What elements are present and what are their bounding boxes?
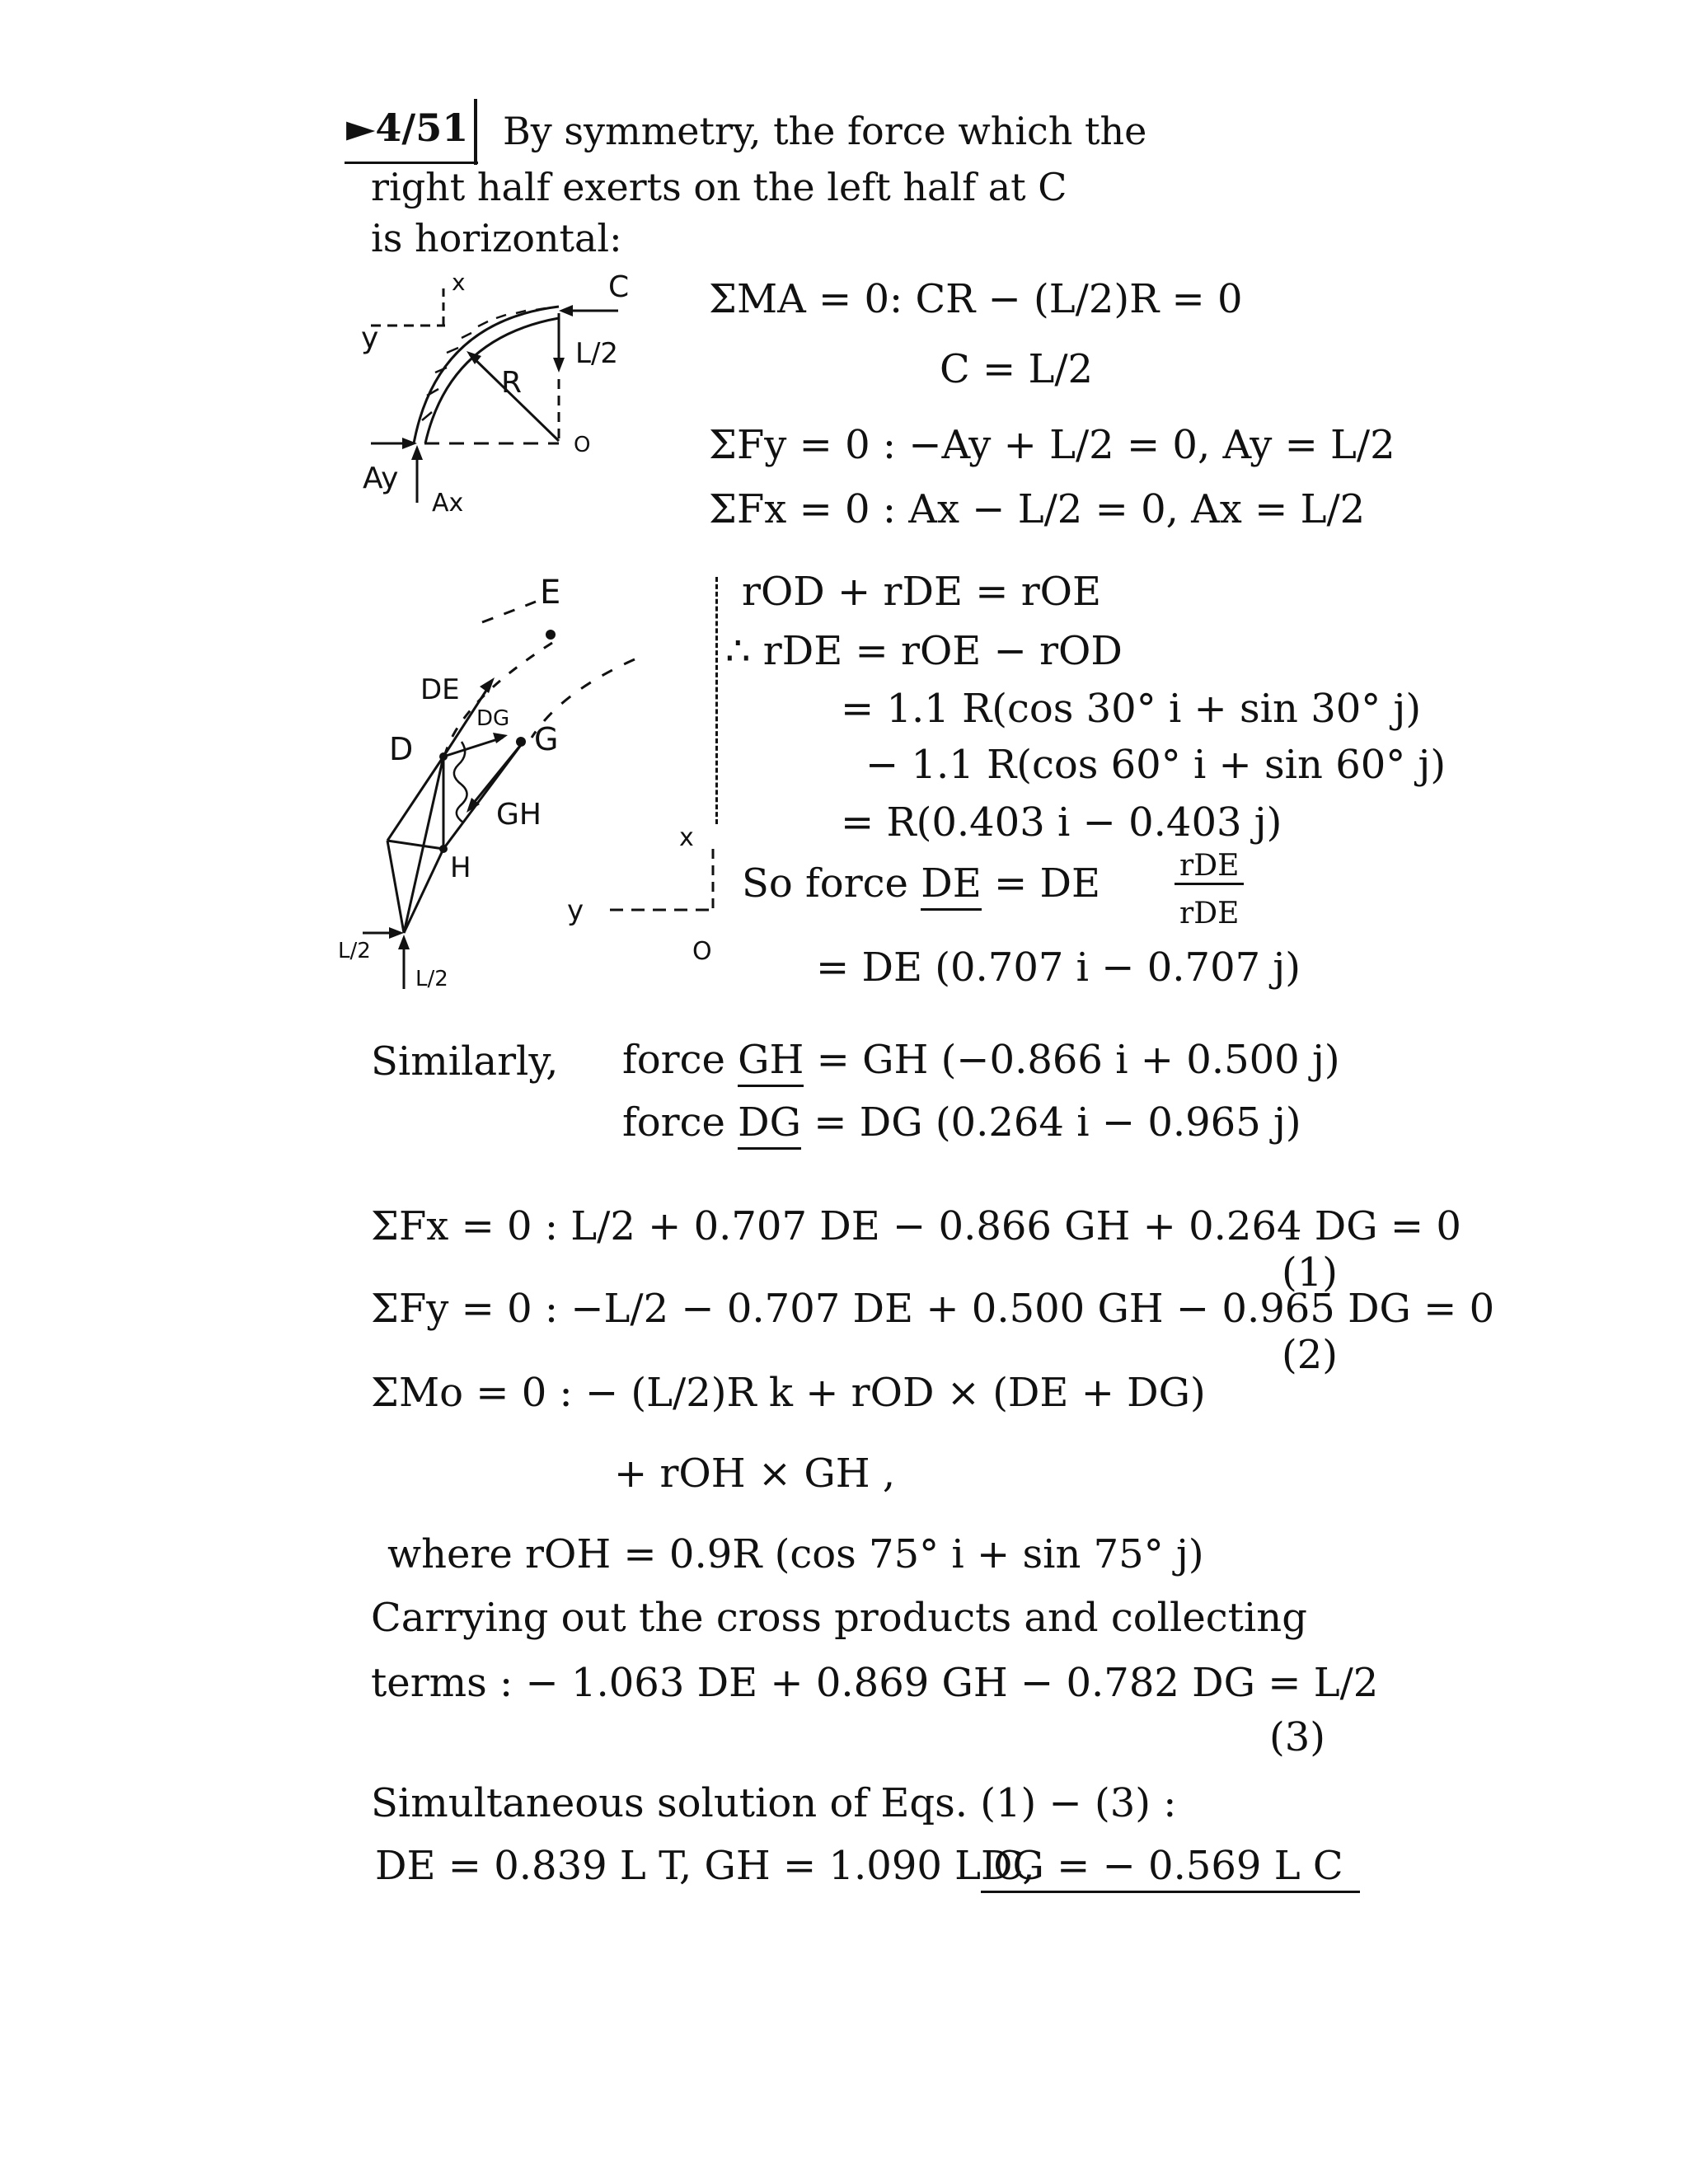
intro-line-2: right half exerts on the left half at C bbox=[371, 165, 1067, 209]
fig2-force-dg-line bbox=[443, 738, 503, 757]
fig2-label-e: E bbox=[540, 574, 561, 612]
fig1-label-ax: Ax bbox=[432, 489, 464, 518]
fig2-member-base-to-h bbox=[404, 849, 443, 933]
force-gh-prefix: force bbox=[622, 1037, 725, 1083]
problem-number-underline bbox=[345, 162, 478, 164]
fig2-label-l2-right: L/2 bbox=[415, 967, 448, 991]
position-expand-2: − 1.1 R(cos 60° i + sin 60° j) bbox=[865, 742, 1447, 788]
figure-2-truss bbox=[338, 574, 725, 1014]
fig2-label-y: y bbox=[567, 894, 584, 927]
fig2-label-h: H bbox=[450, 851, 471, 884]
similarly-label: Similarly, bbox=[371, 1038, 559, 1085]
fig2-label-l2-left: L/2 bbox=[338, 939, 371, 963]
equilibrium-fy: ΣFy = 0 : −L/2 − 0.707 DE + 0.500 GH − 0.965 DG = 0 bbox=[371, 1286, 1495, 1332]
simultaneous-solution-line: Simultaneous solution of Eqs. (1) − (3) : bbox=[371, 1780, 1177, 1826]
fig1-arch-outer bbox=[414, 307, 559, 443]
equilibrium-fx: ΣFx = 0 : L/2 + 0.707 DE − 0.866 GH + 0.264 DG = 0 bbox=[371, 1203, 1461, 1249]
fig1-label-y: y bbox=[361, 321, 379, 355]
fig2-joint-d bbox=[439, 752, 448, 761]
fig1-load-head bbox=[553, 358, 565, 373]
fig2-label-g: G bbox=[534, 721, 559, 757]
solution-dg-answer: DG = − 0.569 L C bbox=[981, 1843, 1360, 1893]
problem-number-bar bbox=[474, 99, 477, 165]
fig2-joint-g bbox=[516, 737, 526, 747]
fig1-ax-arrow-head bbox=[411, 445, 423, 460]
force-dg-vector: DG bbox=[738, 1099, 801, 1150]
fig2-member-left-to-h bbox=[387, 841, 443, 849]
fig2-member-base-left bbox=[387, 841, 404, 933]
solution-de-gh: DE = 0.839 L T, GH = 1.090 L C, bbox=[375, 1843, 1035, 1889]
fig2-label-x: x bbox=[679, 823, 694, 852]
moment-a-result: C = L/2 bbox=[940, 346, 1094, 392]
position-vector-sum: rOD + rDE = rOE bbox=[742, 569, 1102, 615]
collected-terms: terms : − 1.063 DE + 0.869 GH − 0.782 DG = L/2 bbox=[371, 1660, 1379, 1706]
fig2-label-o: O bbox=[692, 937, 712, 966]
fig1-label-o: O bbox=[574, 433, 591, 457]
equilibrium-moment: ΣMo = 0 : − (L/2)R k + rOD × (DE + DG) bbox=[371, 1370, 1206, 1416]
fig2-support-up-head bbox=[398, 935, 410, 949]
intro-line-3: is horizontal: bbox=[371, 216, 622, 260]
equilibrium-fy-tag: (2) bbox=[1282, 1332, 1338, 1378]
fig2-label-gh: GH bbox=[496, 798, 542, 832]
fig1-label-ay: Ay bbox=[363, 462, 399, 495]
fig2-force-de-head bbox=[480, 677, 495, 693]
sum-fx-equation: ΣFx = 0 : Ax − L/2 = 0, Ax = L/2 bbox=[709, 486, 1366, 532]
force-dg-line bbox=[622, 1099, 1301, 1146]
fig1-label-r: R bbox=[501, 366, 523, 400]
carrying-out-line: Carrying out the cross products and collecting bbox=[371, 1595, 1307, 1641]
fig1-arch-inner bbox=[425, 318, 559, 443]
force-dg-prefix: force bbox=[622, 1099, 725, 1146]
force-gh-line bbox=[622, 1037, 1340, 1083]
force-gh-vector: GH bbox=[738, 1037, 804, 1087]
where-roh: where rOH = 0.9R (cos 75° i + sin 75° j) bbox=[387, 1531, 1204, 1577]
position-result: = R(0.403 i − 0.403 j) bbox=[841, 799, 1282, 846]
fig2-force-dg-head bbox=[493, 733, 508, 743]
equilibrium-moment-continued: + rOH × GH , bbox=[614, 1451, 896, 1497]
force-de-result: = DE (0.707 i − 0.707 j) bbox=[816, 944, 1301, 991]
force-de-definition bbox=[742, 860, 1100, 907]
position-expand-1: = 1.1 R(cos 30° i + sin 30° j) bbox=[841, 686, 1422, 732]
collected-terms-tag: (3) bbox=[1269, 1714, 1325, 1760]
force-de-prefix: So force bbox=[742, 860, 908, 907]
fig1-label-c: C bbox=[608, 270, 630, 304]
force-de-fraction-den: rDE bbox=[1179, 897, 1240, 930]
fig2-label-dg: DG bbox=[476, 706, 510, 731]
fig1-label-x: x bbox=[452, 269, 466, 296]
fig2-label-d: D bbox=[389, 731, 414, 767]
fig2-outer-arc-dash bbox=[482, 602, 536, 622]
force-de-fraction-num: rDE bbox=[1175, 849, 1244, 885]
fig2-support-left-head bbox=[389, 927, 404, 939]
force-gh-equation: = GH (−0.866 i + 0.500 j) bbox=[816, 1037, 1340, 1083]
force-de-vector: DE bbox=[921, 860, 982, 911]
eq-block2-divider bbox=[715, 577, 718, 824]
force-de-magnitude: = DE bbox=[994, 860, 1100, 907]
fig1-label-l2: L/2 bbox=[575, 337, 619, 370]
fig2-joint-e bbox=[546, 630, 556, 640]
fig2-label-de: DE bbox=[420, 673, 460, 706]
moment-a-equation: ΣMA = 0: CR − (L/2)R = 0 bbox=[709, 276, 1243, 322]
problem-number: ►4/51 bbox=[346, 105, 469, 150]
fig2-joint-h bbox=[439, 845, 448, 853]
figure-1-arch bbox=[346, 269, 659, 544]
position-vector-de: ∴ rDE = rOE − rOD bbox=[725, 628, 1123, 674]
problem-number-text: 4/51 bbox=[375, 105, 469, 150]
force-dg-equation: = DG (0.264 i − 0.965 j) bbox=[814, 1099, 1301, 1146]
intro-line-1: By symmetry, the force which the bbox=[503, 109, 1147, 153]
sum-fy-equation: ΣFy = 0 : −Ay + L/2 = 0, Ay = L/2 bbox=[709, 422, 1395, 468]
fig1-force-c-head bbox=[559, 305, 573, 316]
equilibrium-fx-tag: (1) bbox=[1282, 1249, 1338, 1296]
